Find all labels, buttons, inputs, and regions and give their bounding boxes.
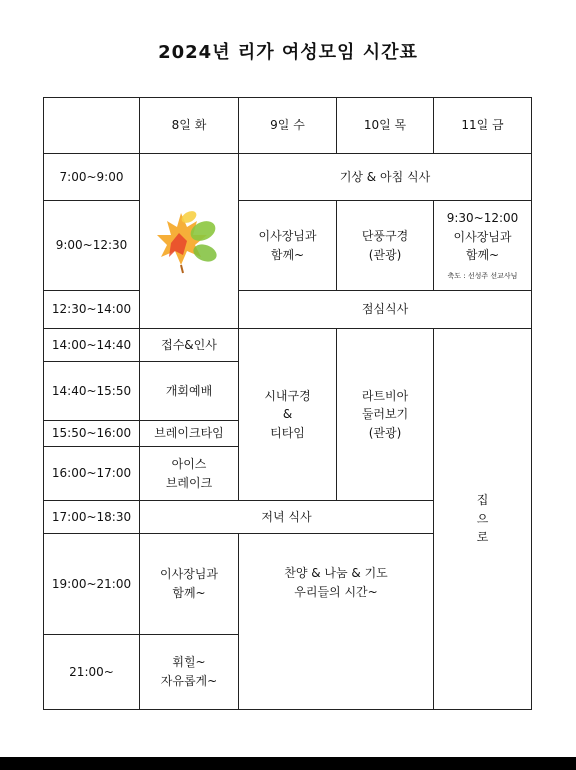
- event-line: 둘러보기: [361, 407, 409, 422]
- event-line: 로: [476, 530, 489, 545]
- event-note: 축도 : 선성주 선교사님: [447, 271, 518, 280]
- event-line: 함께~: [270, 247, 305, 262]
- page-title: 2024년 리가 여성모임 시간표: [158, 42, 418, 63]
- wed-afternoon-event: [239, 329, 337, 501]
- event-line: 라트비아: [361, 388, 409, 403]
- lunch-event: 점심식사: [239, 291, 532, 329]
- thu-afternoon-event: [337, 329, 434, 501]
- rest-event: [140, 635, 239, 710]
- time-cell: 7:00~9:00: [44, 154, 140, 201]
- time-cell: 14:00~14:40: [44, 329, 140, 362]
- event-time: 9:30~12:00: [446, 211, 519, 226]
- table-row: [44, 201, 532, 291]
- event-line: 자유롭게~: [160, 674, 218, 688]
- event-line: (관광): [368, 247, 402, 262]
- fri-home-event: [434, 329, 532, 710]
- day-header-thu: 10일 목: [337, 98, 434, 154]
- event-line: (관광): [368, 425, 402, 440]
- time-cell: 12:30~14:00: [44, 291, 140, 329]
- day-header-wed: 9일 수: [239, 98, 337, 154]
- event-line: 이사장님과: [453, 229, 512, 244]
- time-cell: 15:50~16:00: [44, 421, 140, 447]
- breakfast-event: 기상 & 아침 식사: [239, 154, 532, 201]
- time-cell: 17:00~18:30: [44, 501, 140, 534]
- table-row: [44, 329, 532, 362]
- dinner-event: 저녁 식사: [140, 501, 434, 534]
- time-cell: 19:00~21:00: [44, 534, 140, 635]
- opening-worship-event: 개회예배: [140, 362, 239, 421]
- event-line: 이사장님과: [258, 228, 317, 243]
- tue-evening-event: [140, 534, 239, 635]
- day-header-fri: 11일 금: [434, 98, 532, 154]
- icebreak-event: [140, 447, 239, 501]
- table-row: [44, 154, 532, 201]
- time-cell: 9:00~12:30: [44, 201, 140, 291]
- evening-event: [239, 534, 434, 710]
- event-line: 우리들의 시간~: [294, 584, 378, 599]
- event-line: 으: [476, 511, 489, 526]
- event-line: 단풍구경: [361, 228, 409, 243]
- leaf-decoration-cell: [140, 154, 239, 329]
- schedule-table: [43, 97, 532, 710]
- time-cell: 16:00~17:00: [44, 447, 140, 501]
- time-cell: 14:40~15:50: [44, 362, 140, 421]
- break-time-event: 브레이크타임: [140, 421, 239, 447]
- fri-morning-event: [434, 201, 532, 291]
- header-row: [44, 98, 532, 154]
- bottom-bar: [0, 757, 576, 770]
- event-line: 시내구경: [264, 388, 311, 403]
- event-line: &: [282, 407, 293, 422]
- time-cell: 21:00~: [44, 635, 140, 710]
- wed-morning-event: [239, 201, 337, 291]
- table-row: [44, 291, 532, 329]
- event-line: 함께~: [465, 248, 500, 263]
- autumn-leaves-icon: [157, 205, 221, 277]
- event-line: 브레이크: [165, 475, 213, 490]
- event-line: 찬양 & 나눔 & 기도: [284, 566, 388, 580]
- event-line: 이사장님과: [160, 567, 218, 582]
- event-line: 함께~: [172, 586, 206, 600]
- event-line: 티타임: [270, 425, 305, 440]
- registration-event: 접수&인사: [140, 329, 239, 362]
- event-line: 휘힐~: [172, 655, 206, 670]
- day-header-tue: 8일 화: [140, 98, 239, 154]
- header-corner: [44, 98, 140, 154]
- thu-morning-event: [337, 201, 434, 291]
- event-line: 집: [476, 493, 489, 508]
- event-line: 아이스: [171, 456, 207, 471]
